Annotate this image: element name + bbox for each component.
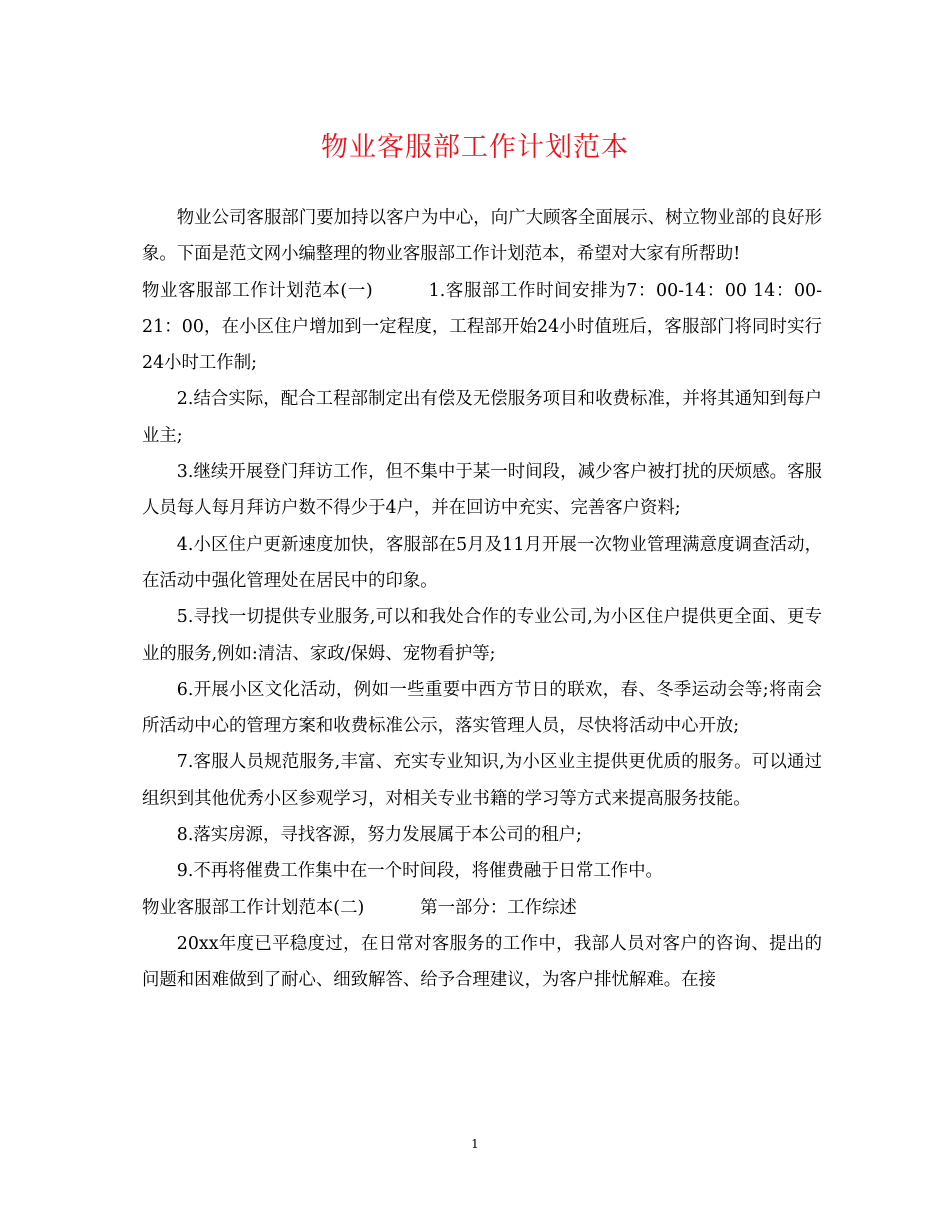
section1-item-8: 8.落实房源，寻找客源，努力发展属于本公司的租户; (176, 825, 582, 846)
document-title: 物业客服部工作计划范本 (321, 132, 629, 163)
section1-item-1: 1.客服部工作时间安排为7：00-14：00 14：00-21：00，在小区住户增加到一定程度，工程部开始24小时值班后，客服部门将同时实行24小时工作制; (142, 280, 822, 374)
intro-paragraph: 物业公司客服部门要加持以客户为中心，向广大顾客全面展示、树立物业部的良好形象。下面是范文网小编整理的物业客服部工作计划范本，希望对大家有所帮助! (142, 208, 822, 265)
section1-item-9: 9.不再将催费工作集中在一个时间段，将催费融于日常工作中。 (176, 861, 663, 882)
section1-item-2: 2.结合实际，配合工程部制定出有偿及无偿服务项目和收费标准，并将其通知到每户业主; (142, 389, 822, 446)
page-number: 1 (471, 1137, 479, 1151)
section2-subheading: 第一部分：工作综述 (420, 897, 577, 918)
section1-item-6: 6.开展小区文化活动，例如一些重要中西方节日的联欢，春、冬季运动会等;将南会所活动中心的管理方案和收费标准公示，落实管理人员，尽快将活动中心开放; (142, 679, 822, 737)
document-body (142, 200, 822, 999)
section1-heading: 物业客服部工作计划范本(一) (142, 280, 373, 301)
section1-first-line (142, 273, 822, 382)
section1-item-4: 4.小区住户更新速度加快，客服部在5月及11月开展一次物业管理满意度调查活动，在活动中强化管理处在居民中的印象。 (142, 534, 822, 591)
section1-item-3: 3.继续开展登门拜访工作，但不集中于某一时间段，减少客户被打扰的厌烦感。客服人员每人每月拜访户数不得少于4户，并在回访中充实、完善客户资料; (142, 462, 822, 519)
section2-first-line (142, 890, 822, 926)
section2-heading: 物业客服部工作计划范本(二) (142, 897, 365, 918)
section1-item-5: 5.寻找一切提供专业服务,可以和我处合作的专业公司,为小区住户提供更全面、更专业的服务,例如:清洁、家政/保姆、宠物看护等; (142, 607, 822, 664)
section2-paragraph: 20xx年度已平稳度过，在日常对客服务的工作中，我部人员对客户的咨询、提出的问题和困难做到了耐心、细致解答、给予合理建议，为客户排忧解难。在接 (142, 933, 822, 991)
section1-item-7: 7.客服人员规范服务,丰富、充实专业知识,为小区业主提供更优质的服务。可以通过组织到其他优秀小区参观学习，对相关专业书籍的学习等方式来提高服务技能。 (142, 752, 822, 809)
